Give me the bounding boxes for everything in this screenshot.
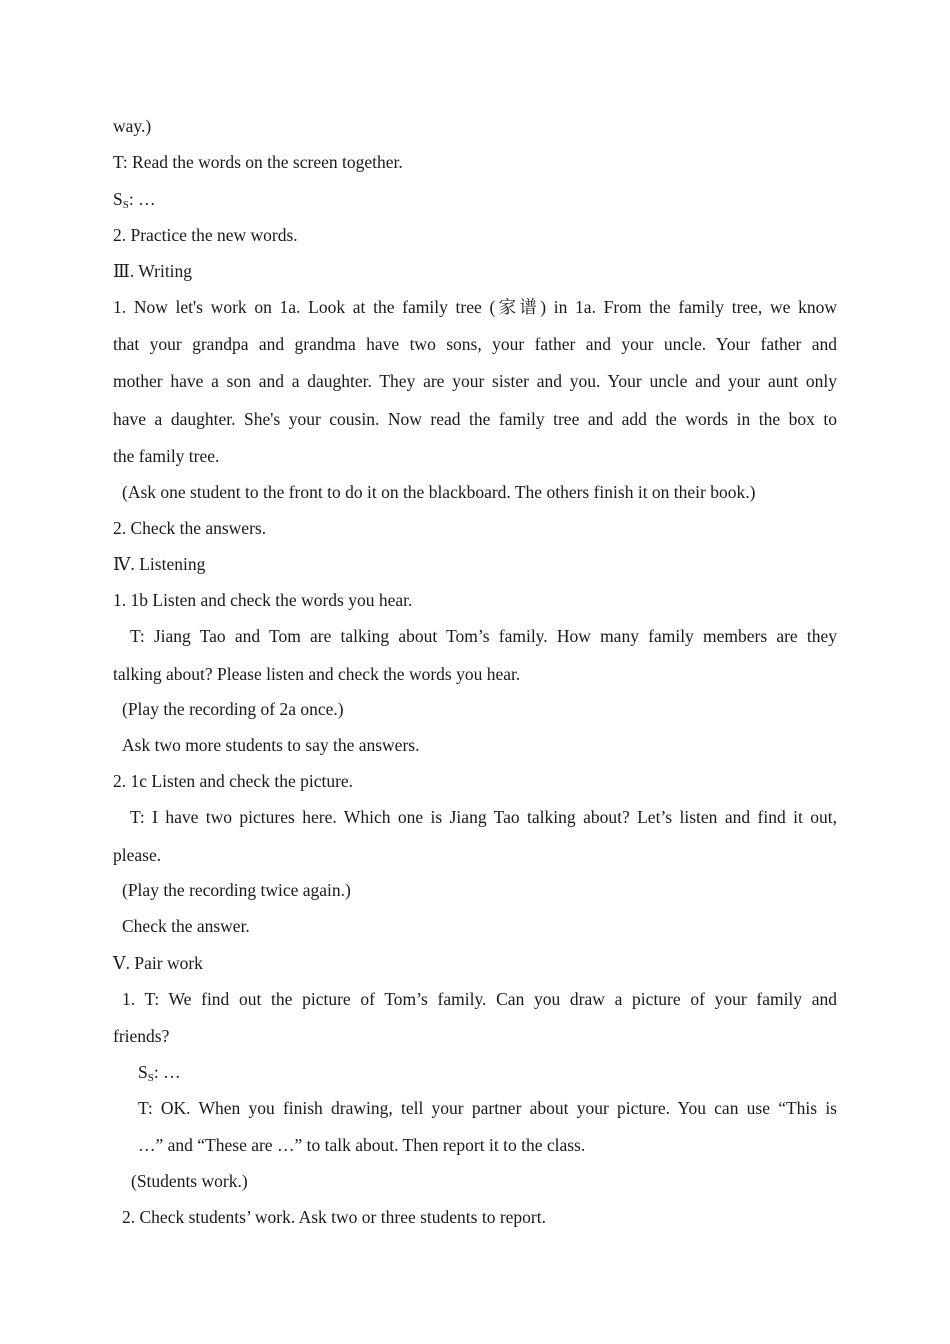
speaker-label: S — [138, 1062, 148, 1082]
text-line: (Students work.) — [131, 1171, 248, 1191]
text-line: T: Read the words on the screen together. — [113, 152, 403, 172]
paragraph-line: T: Jiang Tao and Tom are talking about Tom’s family. How many family members are they — [130, 626, 837, 646]
text-line — [113, 188, 837, 210]
paragraph-line: the family tree. — [113, 446, 220, 466]
speaker-subscript: S — [147, 1072, 154, 1084]
paragraph-line: friends? — [113, 1026, 170, 1046]
section-heading-writing: Ⅲ. Writing — [113, 261, 193, 281]
paragraph-line: that your grandpa and grandma have two sons, your father and your uncle. Your father and — [113, 334, 837, 354]
paragraph-line: T: I have two pictures here. Which one is Jiang Tao talking about? Let’s listen and find it out, — [130, 807, 837, 827]
paragraph-line: 1. T: We find out the picture of Tom’s family. Can you draw a picture of your family and — [122, 989, 837, 1009]
paragraph-line: T: OK. When you finish drawing, tell your partner about your picture. You can use “This is — [138, 1098, 837, 1118]
text-line: 2. 1c Listen and check the picture. — [113, 771, 354, 791]
speaker-text: : … — [153, 1062, 181, 1082]
text-line: way.) — [113, 116, 152, 136]
section-heading-pair-work: Ⅴ. Pair work — [113, 953, 203, 973]
speaker-label: S — [113, 189, 123, 209]
paragraph-line: …” and “These are …” to talk about. Then report it to the class. — [138, 1135, 586, 1155]
text-line — [138, 1061, 837, 1083]
paragraph-line: 1. Now let's work on 1a. Look at the family tree (家谱) in 1a. From the family tree, we know — [113, 297, 837, 317]
text-line: Check the answer. — [122, 916, 250, 936]
text-line: 2. Check students’ work. Ask two or three students to report. — [122, 1207, 546, 1227]
section-heading-listening: Ⅳ. Listening — [113, 554, 206, 574]
text-line: 1. 1b Listen and check the words you hear. — [113, 590, 413, 610]
text-line: (Play the recording twice again.) — [122, 880, 351, 900]
text-line: 2. Practice the new words. — [113, 225, 298, 245]
text-line: (Ask one student to the front to do it on the blackboard. The others finish it on their book.) — [122, 482, 756, 502]
text-line: (Play the recording of 2a once.) — [122, 699, 344, 719]
speaker-text: : … — [128, 189, 156, 209]
paragraph-line: have a daughter. She's your cousin. Now read the family tree and add the words in the box to — [113, 409, 837, 429]
text-line: 2. Check the answers. — [113, 518, 267, 538]
paragraph-line: mother have a son and a daughter. They are your sister and you. Your uncle and your aunt only — [113, 371, 837, 391]
speaker-subscript: S — [122, 199, 129, 211]
paragraph-line: talking about? Please listen and check the words you hear. — [113, 664, 521, 684]
paragraph-line: please. — [113, 845, 162, 865]
text-line: Ask two more students to say the answers. — [122, 735, 420, 755]
